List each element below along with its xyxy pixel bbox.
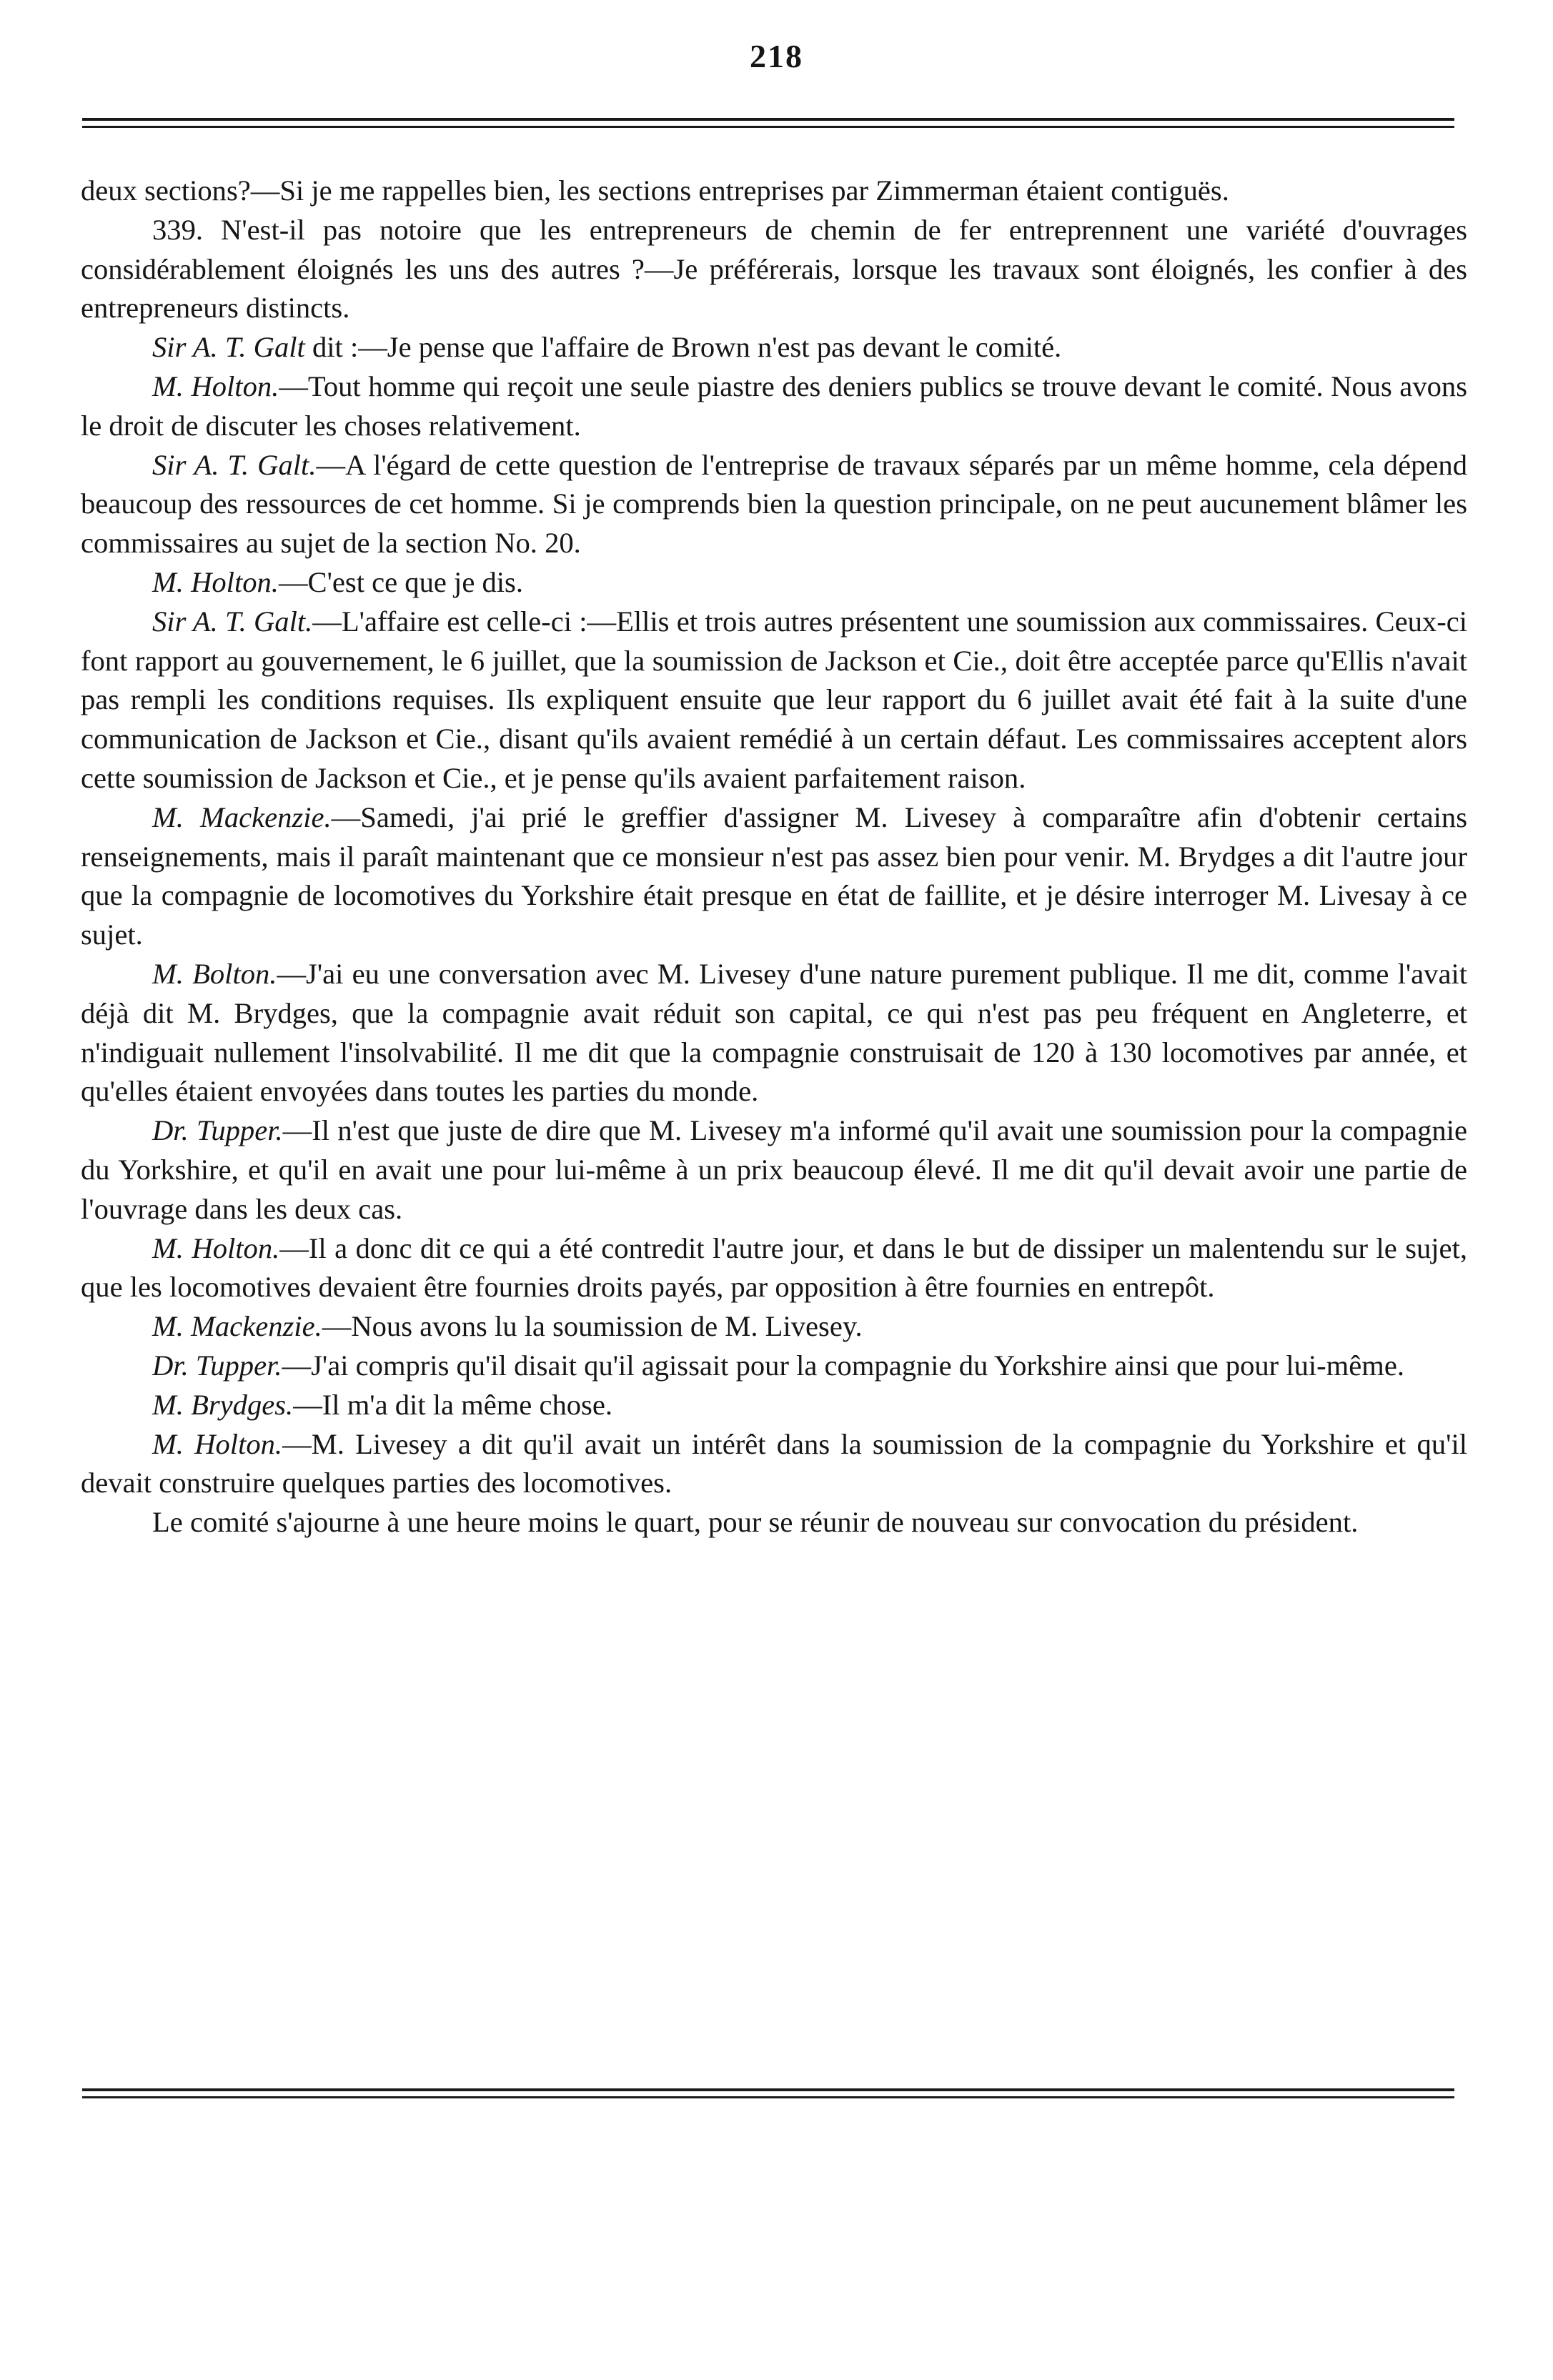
paragraph-speech xyxy=(81,798,1467,955)
speaker-name: M. Bolton. xyxy=(152,957,277,990)
paragraph-speech xyxy=(81,955,1467,1111)
speech-text: —Tout homme qui reçoit une seule piastre des deniers publics se trouve devant le comité. Nous avons le droit de discuter les choses relativement. xyxy=(81,370,1467,442)
paragraph-speech xyxy=(81,603,1467,798)
speaker-name: M. Holton. xyxy=(152,565,279,598)
speaker-name: Sir A. T. Galt. xyxy=(152,605,313,638)
paragraph-continuation xyxy=(81,172,1467,211)
paragraph-adjournment xyxy=(81,1503,1467,1542)
paragraph-question-339 xyxy=(81,211,1467,328)
speech-text: dit :—Je pense que l'affaire de Brown n'est pas devant le comité. xyxy=(304,331,1062,364)
speaker-name: M. Holton. xyxy=(152,1231,280,1264)
speech-text: —L'affaire est celle-ci :—Ellis et trois autres présentent une soumission aux commissaires. Ceux-ci font rapport au gouvernement, le 6 juillet, que la soumission de Jackson et Cie., doit être acceptée parce qu'Ellis n'avait pas rempli les conditions requises. Ils expliquent ensuite que leur rapport du 6 juillet avait été fait à la suite d'une communication de Jackson et Cie., disant qu'ils avaient remédié à un certain défaut. Les commissaires acceptent alors cette soumission de Jackson et Cie., et je pense qu'ils avaient parfaitement raison. xyxy=(81,605,1467,794)
speech-text: —M. Livesey a dit qu'il avait un intérêt dans la soumission de la compagnie du Yorkshire et qu'il devait construire quelques parties des locomotives. xyxy=(81,1427,1467,1499)
paragraph-speech xyxy=(81,1386,1467,1425)
speaker-name: Sir A. T. Galt. xyxy=(152,448,317,481)
paragraph-text: 339. N'est-il pas notoire que les entrepreneurs de chemin de fer entreprennent une variété d'ouvrages considérablement éloignés les uns des autres ?—Je préférerais, lorsque les travaux sont éloignés, les confier à des entrepreneurs distincts. xyxy=(81,213,1467,324)
header-double-rule xyxy=(82,118,1454,128)
speech-text: —J'ai compris qu'il disait qu'il agissait pour la compagnie du Yorkshire ainsi que pour lui-même. xyxy=(282,1349,1404,1382)
paragraph-speech xyxy=(81,1307,1467,1347)
speech-text: —J'ai eu une conversation avec M. Livesey d'une nature purement publique. Il me dit, comme l'avait déjà dit M. Brydges, que la compagnie avait réduit son capital, ce qui n'est pas peu fréquent en Angleterre, et n'indiguait nullement l'insolvabilité. Il me dit que la compagnie construisait de 120 à 130 locomotives par année, et qu'elles étaient envoyées dans toutes les parties du monde. xyxy=(81,957,1468,1108)
paragraph-speech xyxy=(81,328,1467,367)
document-body xyxy=(81,172,1467,1542)
paragraph-speech xyxy=(81,1229,1467,1308)
speaker-name: M. Brydges. xyxy=(152,1388,294,1421)
paragraph-speech xyxy=(81,446,1467,563)
paragraph-speech xyxy=(81,1347,1467,1386)
speech-text: —Il a donc dit ce qui a été contredit l'autre jour, et dans le but de dissiper un malentendu sur le sujet, que les locomotives devaient être fournies droits payés, par opposition à être fournies en entrepôt. xyxy=(81,1231,1467,1304)
paragraph-text: Le comité s'ajourne à une heure moins le quart, pour se réunir de nouveau sur convocation du président. xyxy=(152,1506,1359,1539)
paragraph-speech xyxy=(81,1425,1467,1504)
footer-double-rule xyxy=(82,2088,1454,2098)
speaker-name: Dr. Tupper. xyxy=(152,1349,282,1382)
header-rule-line xyxy=(82,118,1454,121)
speaker-name: M. Mackenzie. xyxy=(152,800,332,833)
speech-text: —Nous avons lu la soumission de M. Livesey. xyxy=(322,1310,863,1343)
header-rule-line xyxy=(82,126,1454,128)
speech-text: —Il n'est que juste de dire que M. Livesey m'a informé qu'il avait une soumission pour la compagnie du Yorkshire, et qu'il en avait une pour lui-même à un prix beaucoup élevé. Il me dit qu'il devait avoir une partie de l'ouvrage dans les deux cas. xyxy=(81,1114,1467,1225)
speaker-name: M. Holton. xyxy=(152,1427,283,1460)
paragraph-speech xyxy=(81,367,1467,446)
page-number: 218 xyxy=(750,38,803,74)
speech-text: —Samedi, j'ai prié le greffier d'assigner M. Livesey à comparaître afin d'obtenir certains renseignements, mais il paraît maintenant que ce monsieur n'est pas assez bien pour venir. M. Brydges a dit l'autre jour que la compagnie de locomotives du Yorkshire était presque en état de faillite, et je désire interroger M. Livesay à ce sujet. xyxy=(81,800,1468,951)
paragraph-speech xyxy=(81,1111,1467,1229)
speech-text: —Il m'a dit la même chose. xyxy=(293,1388,612,1421)
speaker-name: M. Holton. xyxy=(152,370,279,402)
speech-text: —A l'égard de cette question de l'entreprise de travaux séparés par un même homme, cela dépend beaucoup des ressources de cet homme. Si je comprends bien la question principale, on ne peut aucunement blâmer les commissaires au sujet de la section No. 20. xyxy=(81,448,1467,560)
paragraph-text: deux sections?—Si je me rappelles bien, les sections entreprises par Zimmerman étaient contiguës. xyxy=(81,174,1229,207)
footer-rule-line xyxy=(82,2088,1454,2091)
speech-text: —C'est ce que je dis. xyxy=(278,565,523,598)
footer-rule-line xyxy=(82,2096,1454,2098)
speaker-name: Dr. Tupper. xyxy=(152,1114,283,1147)
speaker-name: M. Mackenzie. xyxy=(152,1310,322,1343)
paragraph-speech xyxy=(81,563,1467,603)
speaker-name: Sir A. T. Galt xyxy=(152,331,305,364)
